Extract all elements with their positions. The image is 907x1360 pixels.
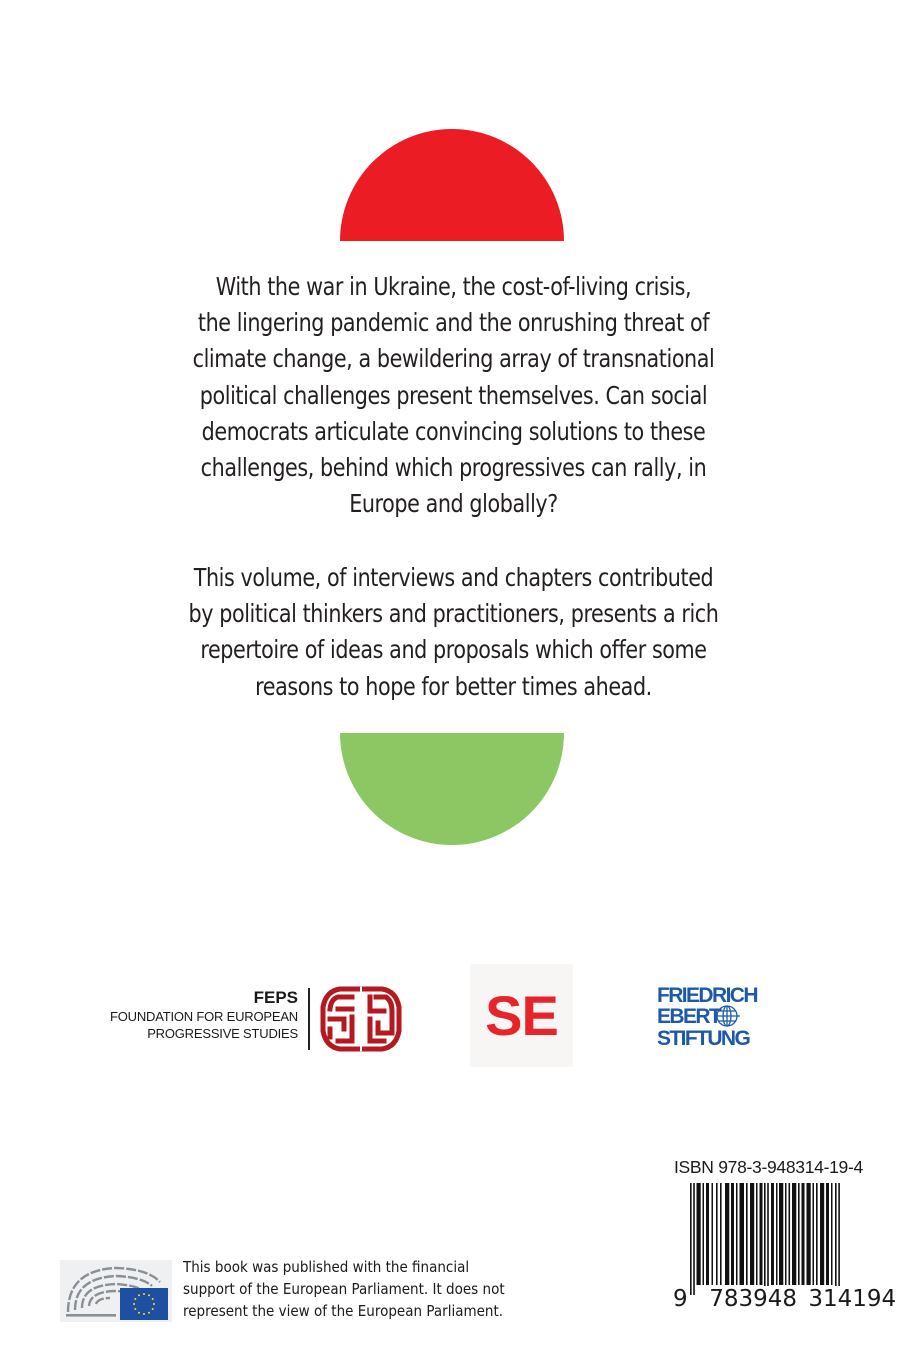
isbn-digits-group-2: 314194 [808, 1286, 897, 1312]
blurb-line: repertoire of ideas and proposals which offer some [200, 635, 707, 665]
disclaimer-line: support of the European Parliament. It does not [183, 1280, 505, 1298]
blurb-line: by political thinkers and practitioners, presents a rich [188, 599, 719, 629]
blurb-paragraph-2 [128, 560, 778, 705]
blurb-line: challenges, behind which progressives can rally, in [200, 453, 707, 483]
fes-line-3: STIFTUNG [657, 1027, 750, 1049]
feps-logo-divider [308, 988, 310, 1050]
feps-maze-emblem-icon [318, 983, 404, 1055]
blurb-line: political challenges present themselves. Can social [199, 380, 708, 410]
blurb-line: climate change, a bewildering array of transnational [192, 344, 715, 374]
feps-abbreviation: FEPS [253, 988, 298, 1007]
european-parliament-logo [60, 1260, 172, 1322]
feps-logo-text [90, 988, 298, 1042]
se-logo-text: SE [485, 984, 558, 1047]
blurb-line: With the war in Ukraine, the cost-of-living crisis, [215, 272, 692, 301]
blurb-line: the lingering pandemic and the onrushing threat of [197, 308, 710, 338]
funding-disclaimer [183, 1256, 505, 1322]
green-semicircle-decoration [340, 733, 564, 845]
feps-name-line-2: PROGRESSIVE STUDIES [147, 1026, 298, 1041]
disclaimer-line: This book was published with the financial [183, 1258, 470, 1276]
isbn-digits-group-1: 783948 [709, 1286, 798, 1312]
isbn-digits [673, 1286, 897, 1312]
red-semicircle-decoration [340, 129, 564, 241]
eu-flag-icon [120, 1288, 168, 1320]
isbn-digit-lead: 9 [673, 1286, 688, 1312]
blurb-paragraph-1 [128, 269, 778, 522]
blurb-line: Europe and globally? [349, 489, 558, 519]
fes-line-2: EBERT [657, 1005, 721, 1028]
isbn-label: ISBN 978-3-948314-19-4 [674, 1157, 863, 1177]
blurb-line: democrats articulate convincing solutions to these [201, 416, 706, 446]
blurb-line: This volume, of interviews and chapters contributed [193, 563, 714, 592]
se-logo [470, 964, 573, 1067]
blurb-line: reasons to hope for better times ahead. [255, 671, 652, 701]
isbn-barcode [690, 1183, 840, 1295]
feps-name-line-1: FOUNDATION FOR EUROPEAN [109, 1009, 298, 1024]
friedrich-ebert-stiftung-logo [656, 983, 776, 1049]
fes-line-1: FRIEDRICH [657, 984, 757, 1007]
disclaimer-line: represent the view of the European Parliament. [183, 1302, 504, 1320]
